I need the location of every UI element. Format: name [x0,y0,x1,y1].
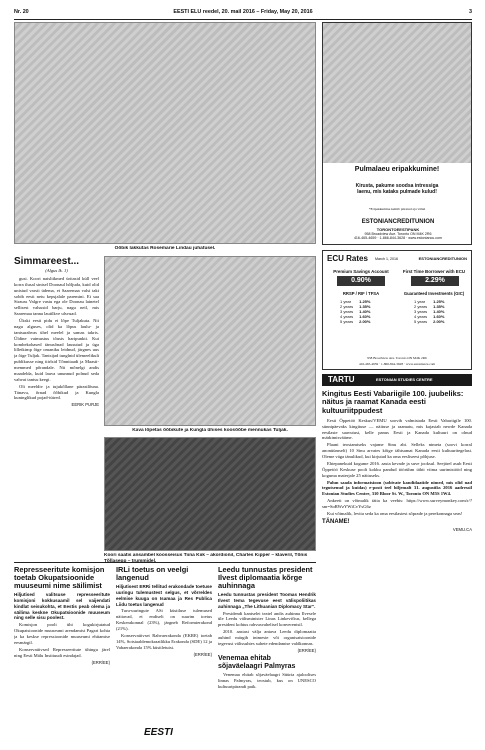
rrsp-rates-table: 1 year 1.25% 2 years 1.35% 3 years 1.40% 4 years 1.60% 5 years 2.00% [340,299,371,325]
wedding-photo [323,23,471,163]
pulmalaeu-title: Pulmalaeu eripakkumine! [354,166,440,173]
palmyra-headline: Venemaa ehitab sõjaväelaagri Palmyras [218,655,296,670]
repressee­ritute-article [14,566,110,742]
top-photo-caption: Õõbik lakkutas Rosemarie Lindau juhatusel. [114,246,216,251]
gic-rates-table: 1 year 1.25% 2 years 1.35% 3 years 1.40% 4 years 1.60% 5 years 2.00% [414,299,445,325]
tartu-title: TARTU [328,375,355,384]
simmareest-continued: (Algus lk. 1) [45,268,68,273]
kingitus-signature: VEMU.CA [452,526,472,532]
col2-headline: IRLi toetus on veelgi langenud [116,566,189,582]
kingitus-paragraph: Eesti Õppetöö Keskus/VEMU soovib valmistada Eesti Vabariigile 100. sünnipäevaks kingituse — näituse ja raamatu, mis kajastab newde Kanada eestlaste saavutusi, kelle panus Eesti ja Kanada kultuuri on olnud märkimisväärne. [322,417,472,441]
bank-logo [329,219,467,241]
first-borrower-rate: 2.29% [411,276,459,286]
pulmalaeu-note: *Eripakkumine kehtib piiratud aja vältel [368,207,426,211]
simmareest-paragraph: Oli meeldiv ja tujukõllane pärastlõuna. Tänavu, õrnad õõbikud ja Kungla kuninglikud pojad-tütred. [14,383,99,401]
choir-photo-top [14,22,316,244]
col2-body [116,584,212,651]
kingitus-paragraph: Ankeeti on võimalik täita ka veebis: https://www.surveymonkey.com/r/?sm=SoRWzYWiCvYsG6z [322,498,472,510]
premium-savings-rate: 0.90% [337,276,385,286]
kingitus-paragraph: Kui võimalik, levita seda ka oma eestlastest sõprade ja perekonnaga seas! [327,510,463,516]
kingitus-article [322,390,472,742]
kingitus-headline: Kingitus Eesti Vabariigile 100. juubeliks: näitus ja raamat Kanada eesti kultuuriitppudest [322,390,464,415]
rrsp-header: RRSP / RIF / TFSA [342,291,380,296]
col1-paragraph: Konservatiivsed Represseeritute ühingu järel ning Eesti Mälu Instituudi esindajad. [14,646,110,658]
col3-paragraph: Presidendi kantselei teatel andis auhinna Ilvesele üle Leedu välisminister Linas Linkevičius, kellega president kohtus rahvusvahelisel konverentsil. [218,610,316,628]
ensemble-photo [104,437,316,551]
bank-phone: 416-465-4659 · 1-866-844-3628 · www.estoniancu.com [353,236,443,241]
premium-savings-label: Premium Savings Account [333,269,389,274]
bank-name: ESTONIANCREDITUNION [361,219,435,225]
page-header [14,9,472,18]
simmareest-paragraph: gusi. Koori naisliikmed üritasid küll veel korra ilusal sinisel Doonaul hõljuda, kuid olid unistud varsti üdema, et Saaremaa valsi takt sobib eesti neiu kepsjalale paremini. Et saa Strauss Valgre vastu ega ole Doonau lainetel sellisest valsusid barju, nagu neil, mis Saaremaa tanna lautilkve ulsvuad. [14,275,99,317]
bank-subname: TORONTOEESTIPANK [376,226,420,232]
col1-paragraph: Komisjon poolt ühi kogukirjutatud Okupatsioonide muuseumi arendamist Pagari kohta ja ka keskse repressioonide muuseumi ehitamise eesmärgil. [14,622,110,645]
col1-signature: (ERR/EE) [91,659,110,665]
irl-article [116,566,212,742]
col3-signature: (ERR/EE) [297,647,316,653]
palmyra-body: Venemaa ehitab sõjaväelaagri Süüria ajaloolises linnas Palmyras, teostub, kus on UNESCO kultuuripärandi paik. [218,672,316,690]
simmareest-signature: EERIK PURJE [71,402,99,408]
tartu-banner [322,374,472,386]
ecu-logo: ESTONIANCREDITUNION [418,256,467,261]
col1-body [14,592,110,659]
simmareest-paragraph: Ükski eesti pidu ei lõpe Tuljakuta. Nii nagu alguses, olid ka lõpus laulu- ja tantsurahvas ühel meelel ja samas takris. Üldine vaimustus tõusis haripunkti. Kui kombekohased tänusõnad lausutud ja üga lilletkimp õige omaniku leidnud, järgnes uus ja õige Tuljak. Tantsijad tunglnid ülemeelikult publikusse ning tiirlsid Tõnnitaadi ja Maasti-memmed põrandale. Nii mõnelgi andis maadelda, kuid lauva ununnud polnud seda vahvat tantsu keegi. [14,318,99,382]
ecu-rates-title: ECU Rates [327,254,368,263]
kingitus-paragraph: Plaani teostamiseks vajame Sinu abi. Selleks nimeta (soovi korral anonüümselt) 10 Sinu arvates kõige tähtsamat Kanada eesti kultuuritegelast. Oleme väga tänulikud, kui kirjutad ka oma eesliseest põhjuse. [322,442,472,460]
page-number: 3 [469,9,472,15]
simmareest-headline: Simmareest... [14,256,80,267]
col2-signature: (ERR/EE) [193,651,212,657]
ecu-address: 958 Broadview Ave. Toronto ON M4K 2R6 [367,355,427,360]
kingitus-thanks: TÄNAME! [322,518,350,525]
col1-lead: Hiljutised valitsuse represseeritute komisjoni kokkusaamil sel vaijendati kindlat seisukohta, et Eestis peab olema ja säilima keskne Okupatsioonide muuseum ning selle sisu poolest. [14,591,110,621]
leedu-article [218,566,316,742]
col3-headline: Leedu tunnustas president Ilvest diplomaatia kõrge auhinnaga [218,566,313,590]
col3-lead: Leedu tunnustas president Toomas Hendrik Ilvest tema tegevuse eest välispoliitikas auhinnaga „The Lithuanian Diplomacy Star". [218,591,316,609]
ecu-rates-date: March 1, 2016 [375,257,398,261]
kingitus-paragraph: Ehtepanekuid kogume 2016. aasta kevade ja suve jooksul. Seejärel asub Eesti Õppetöö Keskuse poolt kokku pandud töörühm tähti viima uurimistööd ning koguma materjale 25 näituseks. [322,460,472,478]
col3-body [218,592,316,647]
eesti-elu-logo: EESTI [144,727,173,739]
kingitus-body [322,418,472,517]
tartu-subtitle: ESTONIAN STUDIES CENTRE [376,377,433,382]
ecu-phone: 416-465-4659 · 1-866-844-3628 · www.estoniancu.com [358,361,436,366]
bottom-section-rule [14,562,316,563]
header-rule [14,19,472,20]
col1-headline: Represseeritute komisjon toetab Okupatsioonide muuseumi nime säilimist [14,566,105,590]
col3-paragraph: 2010. aastast välja antava Leedu diplomaatia auhind märgib inimeste või organisatsioonide tegevust välissuhtes suhete edendamise valdkonnas. [218,629,316,646]
pulmalaeu-text: Kirusta, pakume soodsa intressiga laenu, mis kataks pulmade kulud! [355,183,439,196]
col2-lead: Hiljutisest ERRi tellitud erakondade toetuse uuringu tulemustest selgus, et võrreldes eelmise kuuga on Isamaa ja Res Publica Liidu toetus langenud [116,583,212,607]
pulmalaeu-ad [322,22,472,245]
middle-photo-caption: Kava lõpetas õõbikute ja Kungla ühises koosõõbe mennukas Tuljak. [132,428,288,433]
tuljak-dance-photo [104,256,316,426]
ecu-rates-ad [322,250,472,370]
col2-paragraph: Turu-uuringute ASi küsitluse tulemused näitavad, et endiselt on suurim toetus Keskerakonnal (23%), järgneb Reformierakond (21%). [116,608,212,632]
simmareest-body [14,276,99,401]
first-borrower-label: First Time Borrower with ECU [402,269,466,274]
lower-photo-caption: Koori saatis ansambel koosseisus Tiina Kiik – akordionil, Charles Kipper – klaveril, Tõnis [104,553,308,558]
issue-number: Nr. 20 [14,9,29,15]
bank-address: 958 Broadview Ave. Toronto ON M4K 2R6 [364,231,432,236]
col2-paragraph: Konservatiivset Rahvaerakonda (EKRE) toetab 14%, Sotsiaaldemokraatlikku Erakonda (SDE) 12 ja Vabaerakonda 15% küsitletuist. [116,632,212,650]
gic-header: Guaranteed Investments (GIC) [403,291,465,296]
kingitus-paragraph: Palun saada informatsioon (sobivate kandidaatide nimed, mis olid nad tegutsenud ja kuidas) e-posti teel hiljemalt 31. augustiks 2016 aadressil Estonian Studies Centre, 310 Bloor St. W., Toronto ON M5S 1W4. [322,479,472,497]
masthead-title: EESTI ELU reedel, 20. mail 2016 – Friday, May 20, 2016 [173,9,313,15]
